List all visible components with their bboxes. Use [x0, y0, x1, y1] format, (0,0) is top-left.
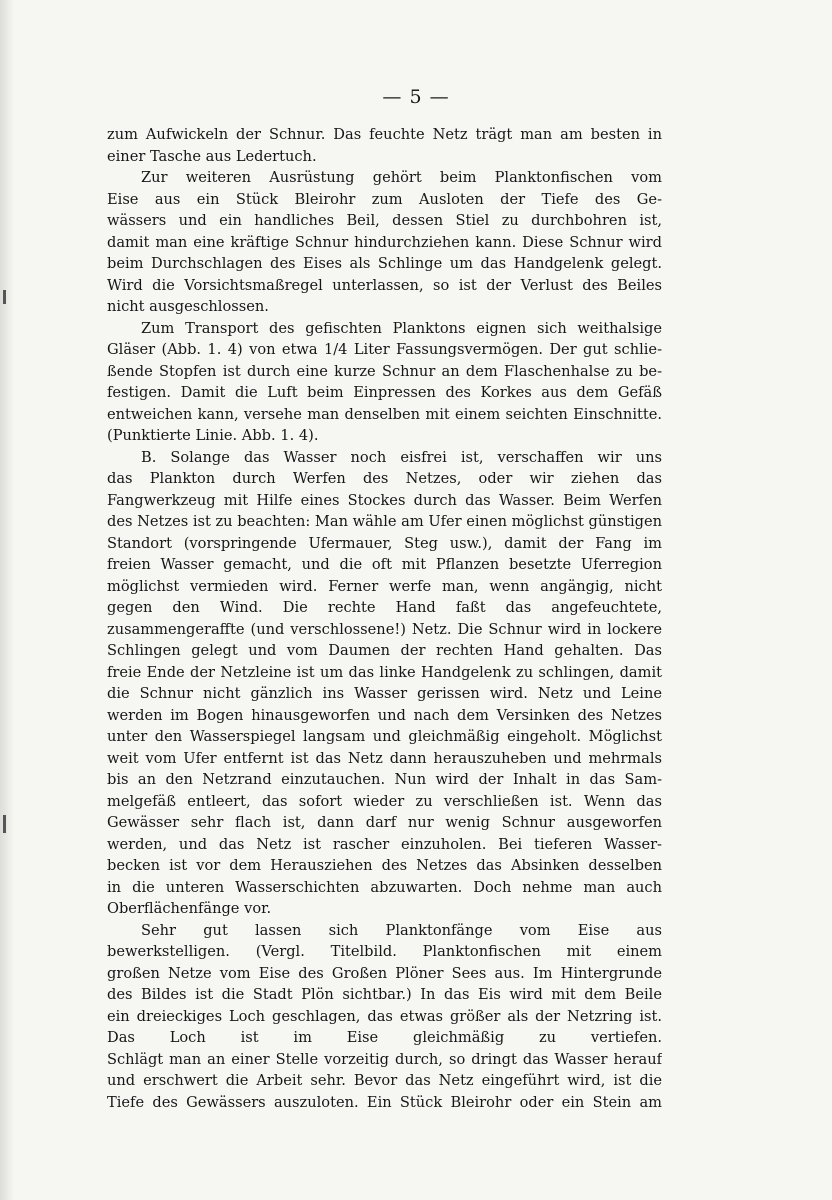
text-line: zum Aufwickeln der Schnur. Das feuchte Netz trägt man am besten in — [107, 126, 662, 143]
page-number: — 5 — — [382, 86, 450, 108]
text-line: ein dreieckiges Loch geschlagen, das etwas größer als der Netzring ist. — [107, 1007, 662, 1025]
text-line: damit man eine kräftige Schnur hindurchziehen kann. Diese Schnur wird — [107, 233, 662, 251]
text-line: werden im Bogen hinausgeworfen und nach dem Versinken des Netzes — [107, 706, 662, 724]
text-line: Eise aus ein Stück Bleirohr zum Ausloten der Tiefe des Ge- — [107, 190, 662, 208]
text-line: festigen. Damit die Luft beim Einpressen des Korkes aus dem Gefäß — [107, 384, 662, 401]
text-line: Zum Transport des gefischten Planktons eignen sich weithalsige — [141, 319, 662, 337]
text-line: becken ist vor dem Herausziehen des Netzes das Absinken desselben — [107, 857, 662, 874]
margin-mark — [3, 290, 6, 304]
text-line: das Plankton durch Werfen des Netzes, oder wir ziehen das — [107, 470, 662, 487]
text-line: des Netzes ist zu beachten: Man wähle am Ufer einen möglichst günstigen — [107, 513, 662, 530]
text-line: nicht ausgeschlossen. — [107, 298, 269, 315]
text-line: die Schnur nicht gänzlich ins Wasser gerissen wird. Netz und Leine — [107, 685, 662, 702]
text-line: bewerkstelligen. (Vergl. Titelbild. Planktonfischen mit einem — [107, 943, 662, 960]
text-line: freie Ende der Netzleine ist um das linke Handgelenk zu schlingen, damit — [107, 663, 662, 681]
text-line: unter den Wasserspiegel langsam und gleichmäßig eingeholt. Möglichst — [107, 728, 662, 745]
text-line: großen Netze vom Eise des Großen Plöner Sees aus. Im Hintergrunde — [107, 964, 662, 982]
text-line: wässers und ein handliches Beil, dessen Stiel zu durchbohren ist, — [107, 212, 662, 229]
text-line: einer Tasche aus Ledertuch. — [107, 147, 317, 165]
text-line: Sehr gut lassen sich Planktonfänge vom Eise aus — [141, 921, 662, 939]
text-line: Schlingen gelegt und vom Daumen der rechten Hand gehalten. Das — [107, 642, 662, 659]
text-line: Gewässer sehr flach ist, dann darf nur wenig Schnur ausgeworfen — [107, 814, 662, 831]
text-line: gegen den Wind. Die rechte Hand faßt das angefeuchtete, — [107, 599, 662, 616]
text-line: Zur weiteren Ausrüstung gehört beim Planktonfischen vom — [141, 169, 662, 186]
text-line: Standort (vorspringende Ufermauer, Steg usw.), damit der Fang im — [107, 534, 662, 552]
text-line: bis an den Netzrand einzutauchen. Nun wird der Inhalt in das Sam- — [107, 771, 662, 788]
text-line: Schlägt man an einer Stelle vorzeitig durch, so dringt das Wasser herauf — [107, 1050, 662, 1068]
body-text — [107, 124, 662, 1113]
text-line: weit vom Ufer entfernt ist das Netz dann herauszuheben und mehrmals — [107, 749, 662, 767]
text-line: des Bildes ist die Stadt Plön sichtbar.) In das Eis wird mit dem Beile — [107, 986, 662, 1003]
text-line: B. Solange das Wasser noch eisfrei ist, verschaffen wir uns — [141, 448, 662, 466]
text-line: melgefäß entleert, das sofort wieder zu verschließen ist. Wenn das — [107, 792, 662, 810]
text-line: möglichst vermieden wird. Ferner werfe man, wenn angängig, nicht — [107, 577, 662, 595]
text-line: freien Wasser gemacht, und die oft mit Pflanzen besetzte Uferregion — [107, 556, 662, 573]
text-line: zusammengeraffte (und verschlossene!) Netz. Die Schnur wird in lockere — [107, 620, 662, 638]
text-line: in die unteren Wasserschichten abzuwarten. Doch nehme man auch — [107, 878, 662, 896]
text-line: werden, und das Netz ist rascher einzuholen. Bei tieferen Wasser- — [107, 835, 662, 853]
text-line: beim Durchschlagen des Eises als Schlinge um das Handgelenk gelegt. — [107, 255, 662, 272]
text-line: ßende Stopfen ist durch eine kurze Schnur an dem Flaschenhalse zu be- — [107, 362, 662, 380]
text-line: Tiefe des Gewässers auszuloten. Ein Stück Bleirohr oder ein Stein am — [107, 1093, 662, 1111]
text-line: Wird die Vorsichtsmaßregel unterlassen, so ist der Verlust des Beiles — [107, 276, 662, 294]
text-line: Gläser (Abb. 1. 4) von etwa 1/4 Liter Fassungsvermögen. Der gut schlie- — [107, 341, 662, 358]
text-line: und erschwert die Arbeit sehr. Bevor das Netz eingeführt wird, ist die — [107, 1072, 662, 1089]
text-line: Oberflächenfänge vor. — [107, 900, 272, 917]
text-line: Fangwerkzeug mit Hilfe eines Stockes durch das Wasser. Beim Werfen — [107, 491, 662, 509]
text-line: (Punktierte Linie. Abb. 1. 4). — [107, 427, 319, 444]
margin-mark — [3, 815, 6, 833]
text-line: entweichen kann, versehe man denselben mit einem seichten Einschnitte. — [107, 405, 662, 423]
text-line: Das Loch ist im Eise gleichmäßig zu vertiefen. — [107, 1029, 662, 1046]
